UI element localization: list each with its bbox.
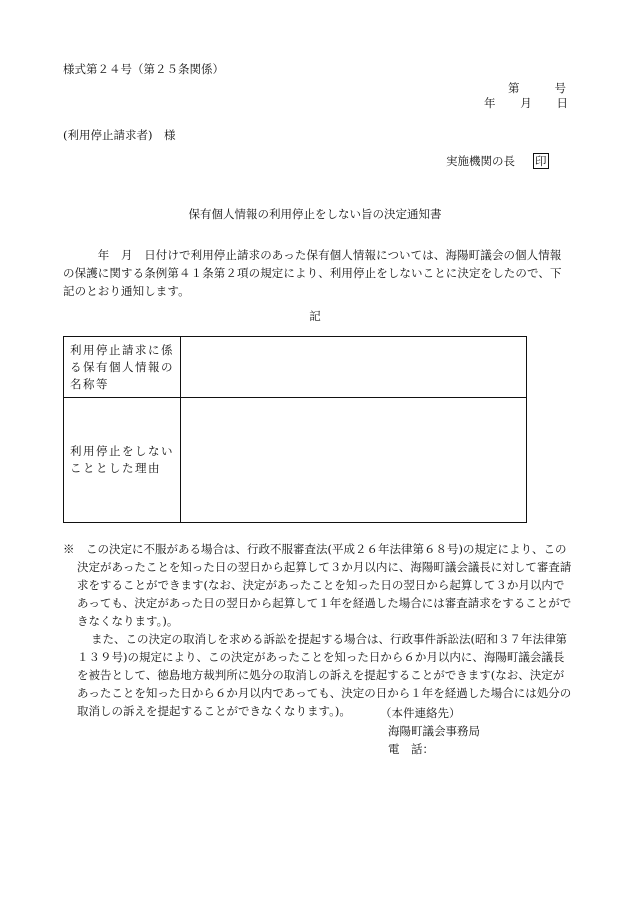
info-table: [63, 336, 527, 523]
seal-mark: 印: [535, 154, 547, 168]
row2-label: 利用停止をしないこととした理由: [64, 398, 181, 523]
document-number-suffix: 号: [554, 81, 566, 95]
ki-heading: 記: [309, 309, 321, 323]
table-row: [64, 398, 527, 523]
note-paragraph-2: また、この決定の取消しを求める訴訟を提起する場合は、行政事件訴訟法(昭和３７年法律第１３９号)の規定により、この決定があったことを知った日から６か月以内に、海陽町議会議長を被告として、徳島地方裁判所に処分の取消しの訴えを提起することができます(なお、決定があったことを知った日から６か月以内であっても、決定の日から１年を経過した場合には処分の取消しの訴えを提起することができなくなります。)。: [77, 632, 572, 718]
date-day: 日: [556, 96, 568, 110]
note-section: [63, 540, 573, 720]
table-row: [64, 337, 527, 398]
document-number-prefix: 第: [508, 81, 520, 95]
sender: [446, 152, 549, 170]
document-date: [484, 94, 568, 112]
contact-block: [380, 704, 480, 758]
form-number: 様式第２４号（第２５条関係）: [63, 62, 224, 76]
row1-label: 利用停止請求に係る保有個人情報の名称等: [64, 337, 181, 398]
date-year: 年: [484, 96, 496, 110]
sender-label: 実施機関の長: [446, 154, 515, 168]
date-month: 月: [520, 96, 532, 110]
note-paragraph-1: ※ この決定に不服がある場合は、行政不服審査法(平成２６年法律第６８号)の規定により、この決定があったことを知った日の翌日から起算して３か月以内に、海陽町議会議長に対して審査請求をすることができます(なお、決定があったことを知った日の翌日から起算して３か月以内であっても、決定があった日の翌日から起算して１年を経過した場合には審査請求をすることができなくなります。)。: [63, 542, 572, 628]
body-paragraph: 年 月 日付けで利用停止請求のあった保有個人情報については、海陽町議会の個人情報の保護に関する条例第４１条第２項の規定により、利用停止をしないことに決定をしたので、下記のとおり通知します。: [63, 248, 562, 298]
row2-value: [181, 398, 527, 523]
document-title: 保有個人情報の利用停止をしない旨の決定通知書: [188, 207, 442, 221]
row1-value: [181, 337, 527, 398]
contact-heading: （本件連絡先）: [380, 706, 461, 720]
recipient: (利用停止請求者) 様: [63, 128, 176, 142]
contact-office: 海陽町議会事務局: [388, 724, 480, 738]
contact-phone: 電 話：: [388, 742, 434, 756]
